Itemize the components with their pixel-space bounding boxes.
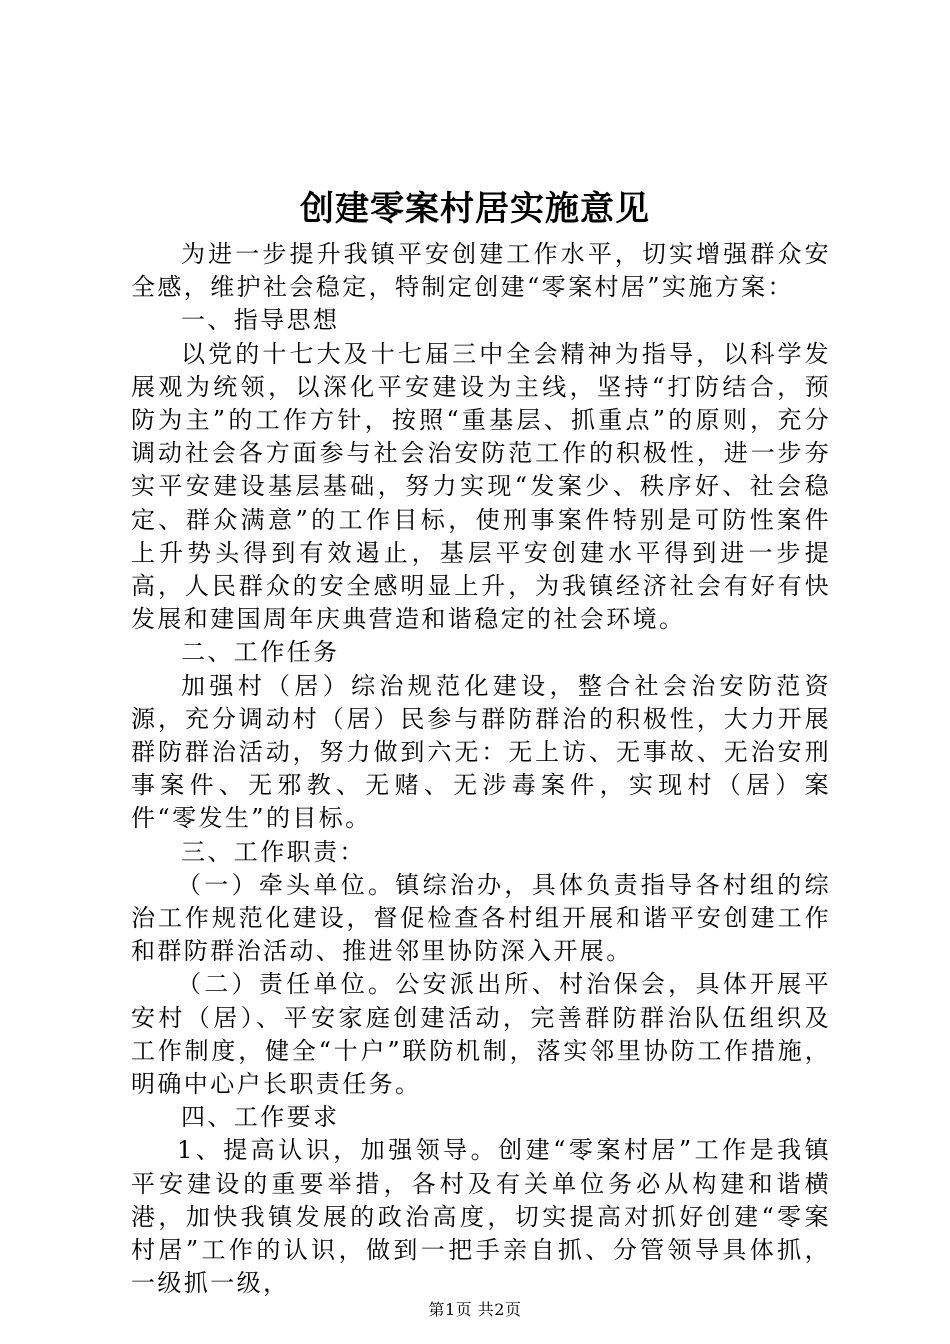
section-heading-work-tasks: 二、工作任务: [181, 638, 340, 667]
section-heading-guiding-ideology: 一、指导思想: [181, 306, 340, 335]
responsible-unit-paragraph: （二）责任单位。公安派出所、村治保会，具体开展平安村（居）、平安家庭创建活动，完善群防群治队伍组织及工作制度，健全“十户”联防机制，落实邻里协防工作措施，明确中心户长职责任务。: [131, 970, 831, 1099]
page-footer: 第1页 共2页: [428, 1300, 522, 1319]
requirement-item-1-paragraph: 1、提高认识，加强领导。创建“零案村居”工作是我镇平安建设的重要举措，各村及有关单位务必从构建和谐横港，加快我镇发展的政治高度，切实提高对抓好创建“零案村居”工作的认识，做到一把手亲自抓、分管领导具体抓，一级抓一级，: [131, 1136, 831, 1298]
guiding-ideology-paragraph: 以党的十七大及十七届三中全会精神为指导，以科学发展观为统领，以深化平安建设为主线，坚持“打防结合，预防为主”的工作方针，按照“重基层、抓重点”的原则，充分调动社会各方面参与社会治安防范工作的积极性，进一步夯实平安建设基层基础，努力实现“发案少、秩序好、社会稳定、群众满意”的工作目标，使刑事案件特别是可防性案件上升势头得到有效遏止，基层平安创建水平得到进一步提高，人民群众的安全感明显上升，为我镇经济社会有好有快发展和建国周年庆典营造和谐稳定的社会环境。: [131, 339, 831, 634]
document-body: [131, 238, 831, 1301]
intro-paragraph: 为进一步提升我镇平安创建工作水平，切实增强群众安全感，维护社会稳定，特制定创建“零案村居”实施方案：: [131, 240, 831, 302]
page-title: 创建零案村居实施意见: [300, 189, 650, 229]
section-heading-requirements: 四、工作要求: [181, 1103, 340, 1132]
work-tasks-paragraph: 加强村（居）综治规范化建设，整合社会治安防范资源，充分调动村（居）民参与群防群治的积极性，大力开展群防群治活动，努力做到六无：无上访、无事故、无治安刑事案件、无邪教、无赌、无涉毒案件，实现村（居）案件“零发生”的目标。: [131, 671, 831, 833]
lead-unit-paragraph: （一）牵头单位。镇综治办，具体负责指导各村组的综治工作规范化建设，督促检查各村组开展和谐平安创建工作和群防群治活动、推进邻里协防深入开展。: [131, 870, 831, 966]
section-heading-responsibilities: 三、工作职责：: [181, 837, 366, 866]
